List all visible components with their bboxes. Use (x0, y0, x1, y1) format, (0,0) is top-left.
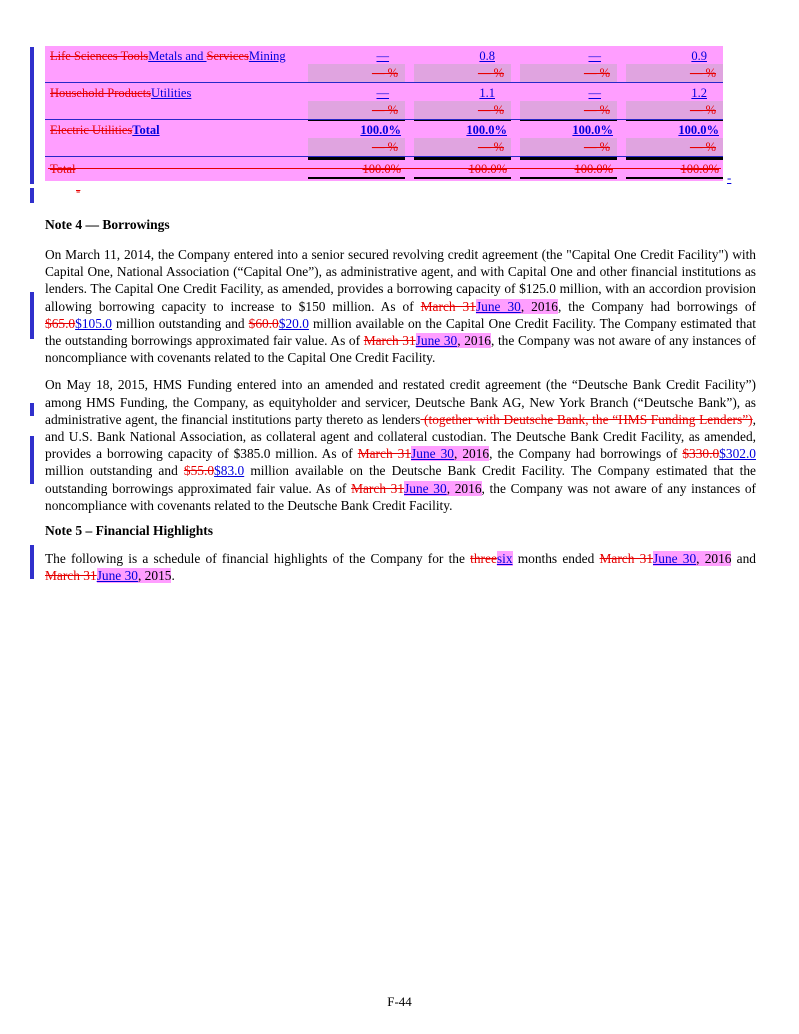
table-cell-value: — % (689, 103, 716, 117)
deleted-text: Household Products (50, 86, 152, 100)
table-cell (626, 84, 723, 102)
table-cell (414, 101, 511, 119)
text-run: million outstanding and (45, 463, 184, 479)
table-cell-value: 100.0% (678, 123, 719, 137)
deleted-text: $330.0 (682, 446, 720, 462)
note4-paragraph-1 (45, 246, 756, 366)
table-cell (414, 84, 511, 102)
table-cell (308, 84, 405, 102)
table-cell-value: — % (583, 66, 610, 80)
deleted-text: March 31 (357, 446, 412, 462)
text-run: , 2016 (696, 551, 732, 567)
text-run: , 2016 (453, 446, 490, 462)
table-cell (520, 84, 617, 102)
text-run: and (731, 551, 756, 567)
table-cell (626, 64, 723, 82)
table-cell (520, 138, 617, 156)
table-row-label (45, 116, 299, 119)
text-run: , and U.S. Bank National Association, as collateral agent and collateral custodian. The Deutsche Bank Credit Facility, as amended, provides a borrowing capacity of $385.0 million. As of (45, 411, 756, 462)
table-cell-value: — % (583, 140, 610, 154)
inserted-text: June 30 (475, 298, 521, 314)
table-row (45, 158, 723, 178)
text-run: , 2016 (457, 333, 491, 349)
table-cell (414, 120, 511, 139)
text-run: . (171, 568, 175, 584)
table-cell (308, 157, 405, 178)
change-bar (30, 403, 34, 416)
text-run: , the Company was not aware of any instances of noncompliance with covenants related to the Capital One Credit Facility. (45, 333, 756, 366)
deleted-text: March 31 (45, 568, 97, 584)
inserted-text: June 30 (411, 446, 454, 462)
deleted-mark: - (76, 183, 81, 198)
text-run: On May 18, 2015, HMS Funding entered into an amended and restated credit agreement (the “Deutsche Bank Credit Facility”) among HMS Funding, the Company, as equityholder and servicer, Deutsche Bank AG, New York Branch (“Deutsche Bank”), as administrative agent, the financial institutions party thereto as lenders (45, 377, 756, 427)
change-bar (30, 188, 34, 203)
text-run: , 2016 (446, 480, 482, 496)
table-cell-value: — % (371, 103, 398, 117)
table-cell-value: 0.8 (479, 49, 495, 63)
text-run: The following is a schedule of financial highlights of the Company for the (45, 551, 471, 567)
text-run: million outstanding and (111, 315, 249, 331)
deleted-text: $60.0 (248, 315, 279, 331)
inserted-text: June 30 (404, 480, 447, 496)
table-cell-value: — % (477, 140, 504, 154)
table-cell (626, 120, 723, 139)
table-cell-value: — % (689, 66, 716, 80)
deleted-text: Services (206, 49, 249, 63)
deleted-text: three (470, 551, 497, 567)
table-row (45, 46, 723, 65)
table-cell (308, 138, 405, 156)
text-run: , the Company was not aware of any instances of noncompliance with covenants related to the Deutsche Bank Credit Facility. (45, 480, 756, 513)
table-row (45, 83, 723, 102)
deleted-text: March 31 (599, 551, 654, 567)
table-row-label (45, 160, 299, 178)
text-run: months ended (512, 551, 600, 567)
deleted-text: Electric Utilities (50, 123, 133, 137)
table-cell (520, 157, 617, 178)
table-cell-value: 100.0% (680, 162, 719, 176)
table-row-label (45, 47, 299, 65)
table-cell-value: 100.0% (466, 123, 507, 137)
table-cell (520, 64, 617, 82)
table-cell-value: 100.0% (572, 123, 613, 137)
deleted-text: (together with Deutsche Bank, the “HMS Funding Lenders”) (420, 411, 753, 427)
table-cell (308, 101, 405, 119)
text-run: , 2016 (520, 298, 558, 314)
table-cell-value: 1.1 (479, 86, 495, 100)
inserted-text: June 30 (96, 568, 138, 584)
deleted-text: March 31 (363, 333, 416, 349)
text-run: million available on the Capital One Credit Facility. The Company estimated that the outstanding borrowings approximated fair value. As of (45, 315, 756, 349)
inserted-text: Total (132, 123, 160, 137)
text-run: , the Company had borrowings of (489, 446, 683, 462)
change-bar (30, 292, 34, 339)
inserted-text: $105.0 (75, 315, 112, 331)
table-row (45, 102, 723, 120)
table-row (45, 120, 723, 139)
inserted-text: June 30 (653, 551, 697, 567)
table-cell-value: 100.0% (362, 162, 401, 176)
text-run: million available on the Deutsche Bank Credit Facility. The Company estimated that the outstanding borrowings approximated fair value. As of (45, 463, 756, 496)
table-cell (626, 157, 723, 178)
page-number: F-44 (387, 994, 412, 1009)
table-cell-value: — % (477, 66, 504, 80)
deleted-text: Life Sciences Tools (50, 49, 149, 63)
table-cell-value: 100.0% (574, 162, 613, 176)
inserted-text: June 30 (415, 333, 458, 349)
table-cell-value: 100.0% (468, 162, 507, 176)
table-cell (308, 64, 405, 82)
text-run: On March 11, 2014, the Company entered into a senior secured revolving credit agreement (the "Capital One Credit Facility") with Capital One, National Association (“Capital One”), as administrative agent, and with Capital One and other financial institutions as lenders. The Capital One Credit Facility, as amended, provides a borrowing capacity of $125.0 million, with an accordion provision allowing borrowing capacity to increase to $150 million. As of (45, 247, 756, 314)
table-row-label (45, 121, 299, 139)
note5-paragraph-1 (45, 550, 756, 584)
table-cell (626, 47, 723, 65)
inserted-mark: - (727, 170, 732, 185)
change-bar (30, 47, 34, 184)
sector-table (45, 46, 723, 181)
table-cell-value: — (588, 49, 601, 63)
deleted-text: March 31 (351, 480, 405, 496)
table-cell-value: — (376, 49, 389, 63)
table-cell-value: — % (689, 140, 716, 154)
table-row (45, 139, 723, 157)
table-cell-value: — % (477, 103, 504, 117)
inserted-text: $20.0 (278, 315, 309, 331)
table-row-label (45, 84, 299, 102)
deleted-text: March 31 (420, 298, 476, 314)
table-cell (414, 64, 511, 82)
table-cell (308, 120, 405, 139)
deleted-text: Total (50, 162, 76, 176)
note4-heading: Note 4 — Borrowings (45, 217, 170, 232)
table-row-label (45, 79, 299, 82)
table-cell-value: — (376, 86, 389, 100)
note5-heading: Note 5 – Financial Highlights (45, 523, 214, 539)
inserted-text: Mining (248, 49, 286, 63)
inserted-text: $302.0 (719, 446, 756, 462)
table-cell (520, 101, 617, 119)
table-cell (626, 138, 723, 156)
table-cell (414, 138, 511, 156)
deleted-text: $55.0 (183, 463, 215, 479)
table-cell (520, 120, 617, 139)
table-cell-value: — (588, 86, 601, 100)
inserted-text: Metals and (148, 49, 207, 63)
table-cell-value: — % (371, 66, 398, 80)
table-row-label (45, 153, 299, 156)
table-cell (626, 101, 723, 119)
table-row (45, 65, 723, 83)
table-cell (414, 47, 511, 65)
table-cell-value: 1.2 (691, 86, 707, 100)
table-cell-value: — % (583, 103, 610, 117)
table-cell-value: 100.0% (360, 123, 401, 137)
table-cell-value: 0.9 (691, 49, 707, 63)
change-bar (30, 436, 34, 484)
text-run: , the Company had borrowings of (557, 298, 756, 314)
change-bar (30, 545, 34, 579)
table-cell (414, 157, 511, 178)
text-run: , 2015 (137, 568, 172, 584)
table-cell (520, 47, 617, 65)
note4-paragraph-2 (45, 376, 756, 514)
table-cell (308, 47, 405, 65)
table-cell-value: — % (371, 140, 398, 154)
notes-content (45, 216, 756, 594)
inserted-text: Utilities (151, 86, 192, 100)
inserted-text: six (496, 551, 513, 567)
deleted-text: $65.0 (45, 315, 76, 331)
inserted-text: $83.0 (214, 463, 245, 479)
